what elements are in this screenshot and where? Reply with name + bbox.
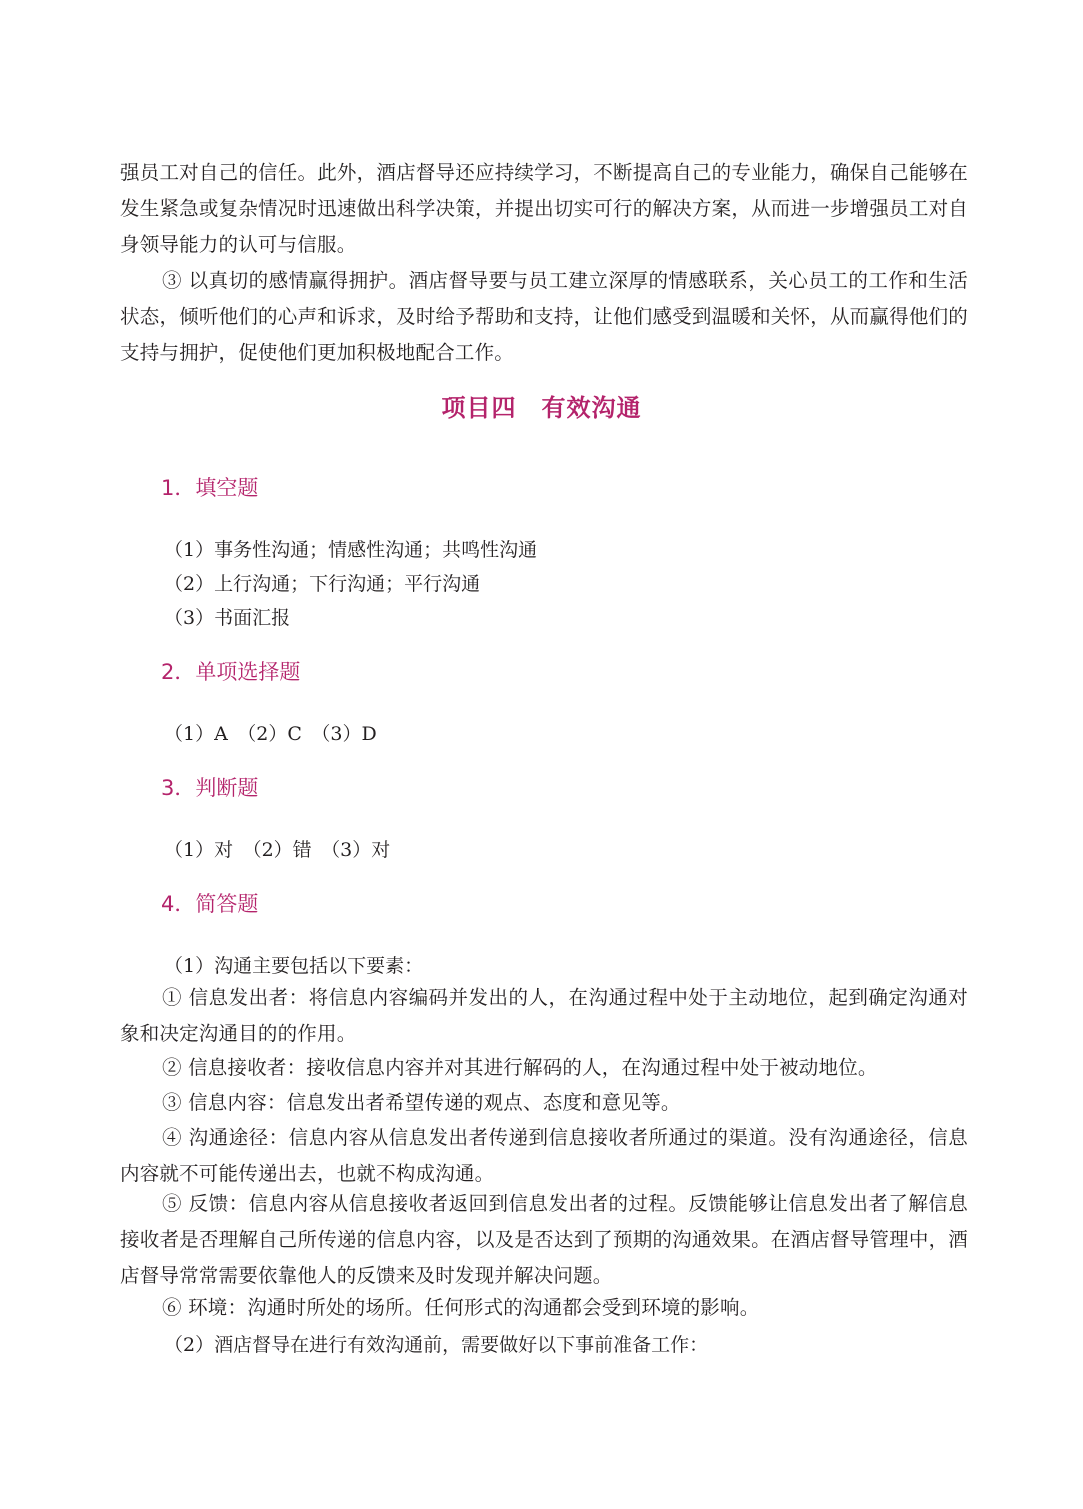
answer-line: （1）事务性沟通；情感性沟通；共鸣性沟通: [164, 539, 538, 561]
short-answer-item-4: ④ 沟通途径：信息内容从信息发出者传递到信息接收者所通过的渠道。没有沟通途径，信息内容就不可能传递出去，也就不构成沟通。: [120, 1126, 968, 1185]
short-answer-item-5: ⑤ 反馈：信息内容从信息接收者返回到信息发出者的过程。反馈能够让信息发出者了解信息接收者是否理解自己所传递的信息内容，以及是否达到了预期的沟通效果。在酒店督导管理中，酒店督导常常需要依靠他人的反馈来及时发现并解决问题。: [120, 1192, 968, 1287]
answer-line: （1）A （2）C （3）D: [164, 723, 377, 745]
answer-line: （1）对 （2）错 （3）对: [164, 839, 391, 861]
project-title: 项目四 有效沟通: [441, 393, 642, 422]
short-answer-item-6: ⑥ 环境：沟通时所处的场所。任何形式的沟通都会受到环境的影响。: [162, 1296, 760, 1319]
short-answer-closing: （2）酒店督导在进行有效沟通前，需要做好以下事前准备工作：: [164, 1334, 709, 1356]
short-answer-intro: （1）沟通主要包括以下要素：: [164, 955, 424, 977]
section-heading-short-answer: 4．简答题: [161, 892, 259, 916]
short-answer-item-2: ② 信息接收者：接收信息内容并对其进行解码的人，在沟通过程中处于被动地位。: [162, 1056, 878, 1079]
section-heading-single-choice: 2．单项选择题: [161, 660, 301, 684]
short-answer-item-1: ① 信息发出者：将信息内容编码并发出的人，在沟通过程中处于主动地位，起到确定沟通对象和决定沟通目的的作用。: [120, 986, 968, 1045]
section-heading-fill-blank: 1．填空题: [161, 476, 259, 500]
intro-paragraph-1: 强员工对自己的信任。此外，酒店督导还应持续学习，不断提高自己的专业能力，确保自己能够在发生紧急或复杂情况时迅速做出科学决策，并提出切实可行的解决方案，从而进一步增强员工对自身领导能力的认可与信服。: [120, 161, 968, 256]
intro-paragraph-2: ③ 以真切的感情赢得拥护。酒店督导要与员工建立深厚的情感联系，关心员工的工作和生活状态，倾听他们的心声和诉求，及时给予帮助和支持，让他们感受到温暖和关怀，从而赢得他们的支持与拥护，促使他们更加积极地配合工作。: [120, 269, 968, 364]
answer-line: （3）书面汇报: [164, 607, 291, 629]
short-answer-item-3: ③ 信息内容：信息发出者希望传递的观点、态度和意见等。: [162, 1091, 681, 1114]
section-heading-true-false: 3．判断题: [161, 776, 259, 800]
answer-line: （2）上行沟通；下行沟通；平行沟通: [164, 573, 481, 595]
